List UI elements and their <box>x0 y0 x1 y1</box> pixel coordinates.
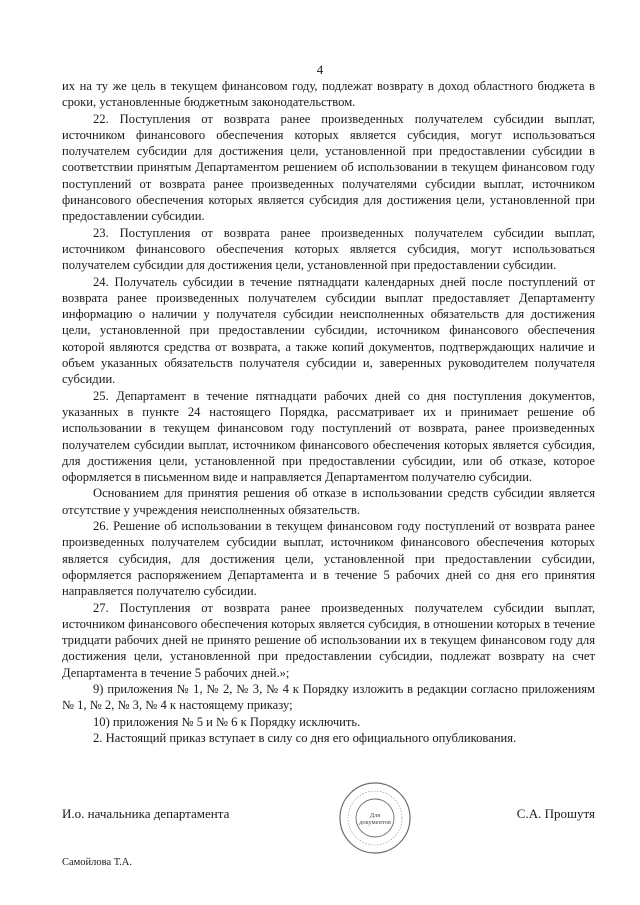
stamp-text-line2: документов <box>359 819 391 826</box>
paragraph: 24. Получатель субсидии в течение пятнадцати календарных дней после поступлений от возврата ранее произведенных получателем субсидии выплат предоставляет Департаменту информацию о наличии у получателя субсидии неисполненных обязательств для достижения цели, установленной при предоставлении субсидии, источником финансового обеспечения которой являются средства от возврата, а также копий документов, подтверждающих наличие и объем указанных обязательств получателя субсидии и, заверенных руководителем получателя субсидии. <box>62 274 595 387</box>
signatory-position: И.о. начальника департамента <box>62 806 230 821</box>
document-body <box>62 78 595 746</box>
paragraph: их на ту же цель в текущем финансовом году, подлежат возврату в доход областного бюджета в сроки, установленные бюджетным законодательством. <box>62 79 595 110</box>
paragraph: 2. Настоящий приказ вступает в силу со дня его официального опубликования. <box>93 730 517 745</box>
paragraph: 22. Поступления от возврата ранее произведенных получателем субсидии выплат, источником финансового обеспечения которых является субсидия, могут использоваться получателем субсидии для достижения цели, установленной при предоставлении субсидии в соответствии принятым Департаментом решением об использовании в текущем финансовом году поступлений от возврата ранее произведенных получателями субсидии выплат, источником финансового обеспечения которых является субсидия для достижения цели, установленной при предоставлении субсидии. <box>62 111 595 224</box>
signatory-name: С.А. Прошутя <box>516 806 595 821</box>
paragraph: Основанием для принятия решения об отказе в использовании средств субсидии является отсутствие у учреждения неисполненных обязательств. <box>62 486 595 517</box>
paragraph: 10) приложения № 5 и № 6 к Порядку исключить. <box>93 714 361 729</box>
page-number: 4 <box>316 62 324 77</box>
paragraph: 27. Поступления от возврата ранее произведенных получателем субсидии выплат, источником финансового обеспечения которых является субсидия, в отношении которых в течение тридцати рабочих дней не принято решение об использовании их в текущем финансовом году для достижения цели, установленной при предоставлении субсидии, подлежат возврату на счет Департамента в течение 5 рабочих дней.»; <box>62 600 595 680</box>
paragraph: 23. Поступления от возврата ранее произведенных получателем субсидии выплат, источником финансового обеспечения которых является субсидия, могут использоваться получателем субсидии для достижения цели, установленной при предоставлении субсидии. <box>62 225 595 273</box>
paragraph: 26. Решение об использовании в текущем финансовом году поступлений от возврата ранее произведенных получателем субсидии выплат, источником финансового обеспечения которых является субсидия, для достижения цели, установленной при предоставлении субсидии, оформляется распоряжением Департамента и в течение 5 рабочих дней со дня его принятия направляется получателю субсидии. <box>62 519 595 599</box>
executor-name: Самойлова Т.А. <box>62 857 132 868</box>
official-stamp-icon <box>338 781 412 855</box>
paragraph: 9) приложения № 1, № 2, № 3, № 4 к Порядку изложить в редакции согласно приложениям № 1, № 2, № 3, № 4 к настоящему приказу; <box>62 681 595 713</box>
paragraph: 25. Департамент в течение пятнадцати рабочих дней со дня поступления документов, указанных в пункте 24 настоящего Порядка, рассматривает их и принимает решение об использовании в текущем финансовом году поступлений от возврата, ранее произведенных получателем субсидии выплат, источником финансового обеспечения которых является субсидия, для достижения цели, установленной при предоставлении субсидии, или об отказе, которое оформляется в письменном виде и направляется Департаментом получателю субсидии. <box>62 388 595 485</box>
stamp-text-line1: Для <box>369 812 381 819</box>
